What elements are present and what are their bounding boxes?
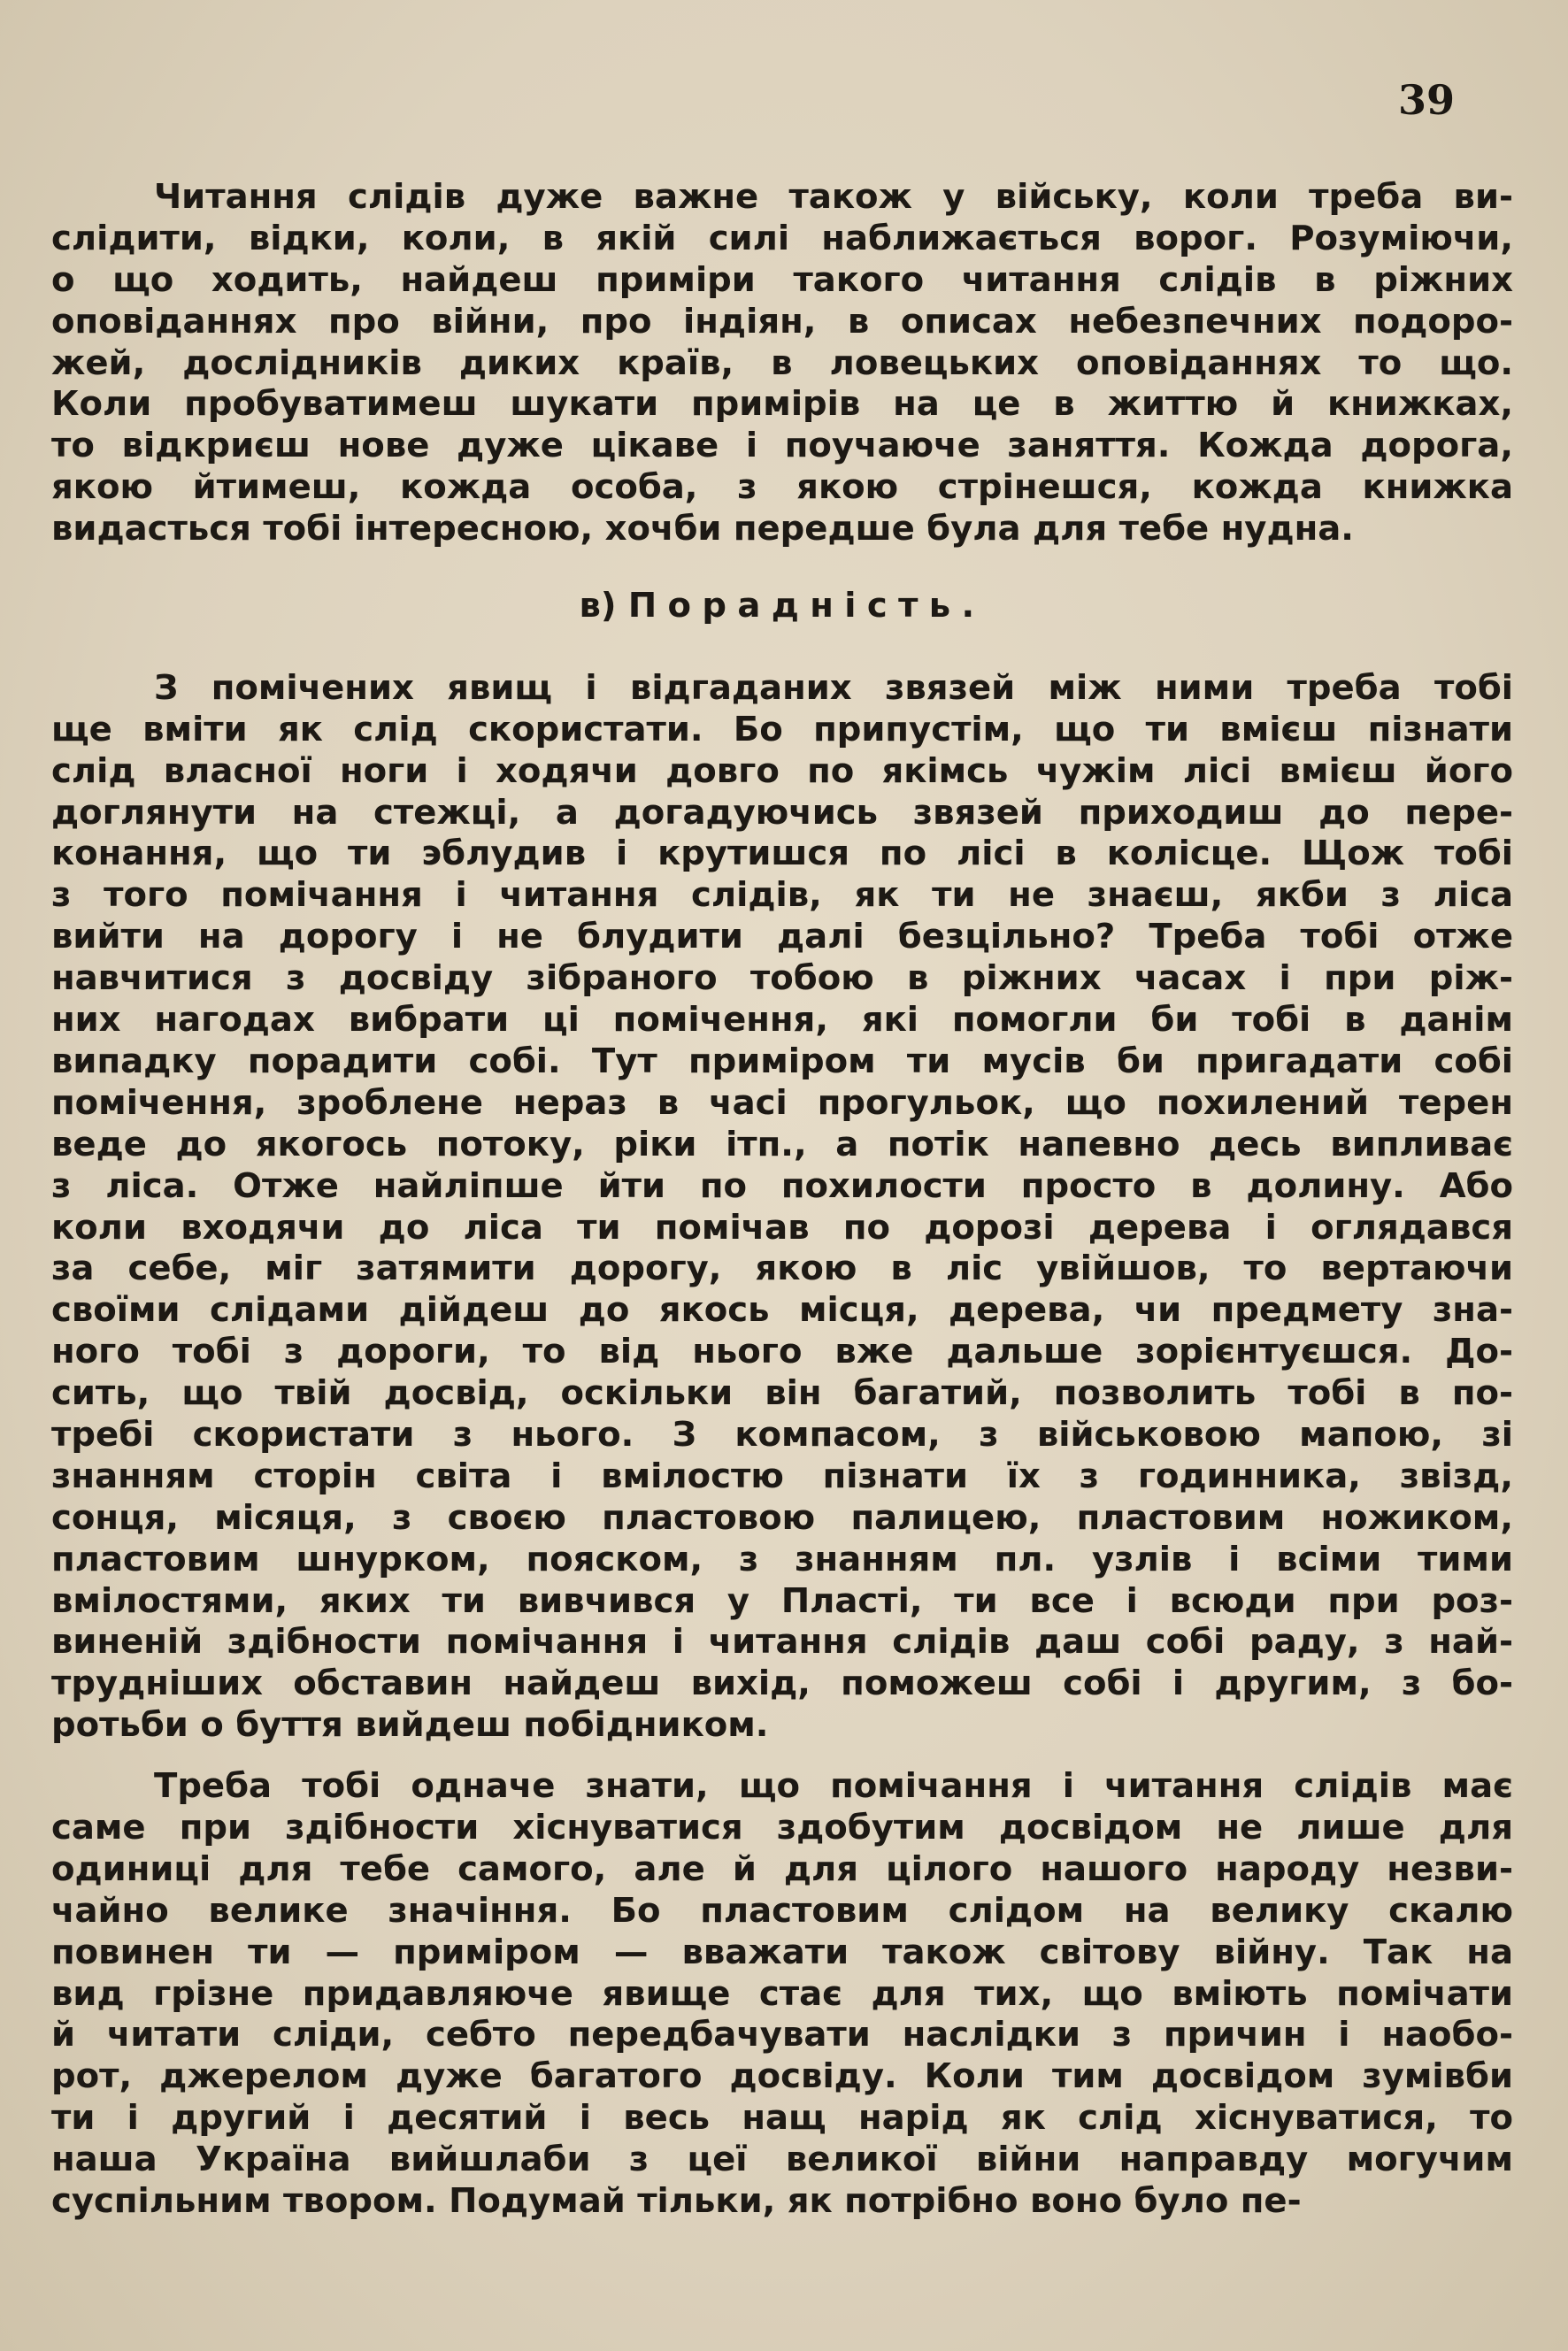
text-line: вид грізне придавляюче явище стає для тих, що вміють помічати xyxy=(51,1973,1513,2014)
text-line: наша Україна вийшлаби з цеї великої війни направду могучим xyxy=(51,2140,1513,2180)
text-line: требі скористати з нього. З компасом, з військовою мапою, зі xyxy=(51,1414,1513,1455)
text-line: трудніших обставин найдеш вихід, поможеш собі і другим, з бо- xyxy=(51,1663,1513,1704)
text-line: одиниці для тебе самого, але й для цілого нашого народу незви- xyxy=(51,1848,1513,1889)
text-line: ного тобі з дороги, то від нього вже дальше зорієнтуєшся. До- xyxy=(51,1332,1513,1372)
text-line: вмілостями, яких ти вивчився у Пласті, ти все і всюди при роз- xyxy=(51,1580,1513,1621)
text-line: сонця, місяця, з своєю пластовою палицею, пластовим ножиком, xyxy=(51,1497,1513,1538)
text-line: чайно велике значіння. Бо пластовим слідом на велику скалю xyxy=(51,1890,1513,1931)
text-line: слід власної ноги і ходячи довго по якімсь чужім лісі вмієш його xyxy=(51,750,1513,791)
section-heading xyxy=(51,586,1513,627)
text-line: видасться тобі інтересною, хочби передше була для тебе нудна. xyxy=(51,509,1354,549)
text-line: веде до якогось потоку, ріки ітп., а потік напевно десь випливає xyxy=(51,1124,1513,1164)
text-line: саме при здібности хіснуватися здобутим досвідом не лише для xyxy=(51,1807,1513,1848)
text-line: знанням сторін світа і вмілостю пізнати їх з годинника, звізд, xyxy=(51,1456,1513,1496)
text-line: Треба тобі одначе знати, що помічання і читання слідів має xyxy=(154,1766,1513,1807)
section-heading-prefix: в) xyxy=(579,586,617,626)
text-line: о що ходить, найдеш приміри такого читання слідів в ріжних xyxy=(51,259,1513,300)
text-line: якою йтимеш, кожда особа, з якою стрінешся, кожда книжка xyxy=(51,467,1513,508)
text-line: конання, що ти эблудив і крутишся по лісі в колісце. Щож тобі xyxy=(51,834,1513,874)
text-line: пластовим шнурком, пояском, з знанням пл. узлів і всіми тими xyxy=(51,1539,1513,1579)
paragraph-significance xyxy=(51,1766,1513,2223)
text-line: випадку порадити собі. Тут приміром ти мусів би пригадати собі xyxy=(51,1041,1513,1081)
text-line: Коли пробуватимеш шукати примірів на це в життю й книжках, xyxy=(51,384,1513,425)
text-line: коли входячи до ліса ти помічав по дорозі дерева і оглядався xyxy=(51,1207,1513,1248)
text-line: вийти на дорогу і не блудити далі безцільно? Треба тобі отже xyxy=(51,917,1513,957)
text-line: з ліса. Отже найліпше йти по похилости просто в долину. Або xyxy=(51,1165,1513,1206)
text-line: ти і другий і десятий і весь нащ нарід як слід хіснуватися, то xyxy=(51,2098,1513,2139)
text-line: доглянути на стежці, а догадуючись звязей приходиш до пере- xyxy=(51,792,1513,833)
paragraph-resourcefulness xyxy=(51,668,1513,1747)
paragraph-gap xyxy=(51,1747,1513,1766)
text-line: повинен ти — приміром — вважати також світову війну. Так на xyxy=(51,1932,1513,1972)
text-line: ротьби о буття вийдеш побідником. xyxy=(51,1705,769,1746)
text-line: З помічених явищ і відгаданих звязей між ними треба тобі xyxy=(154,667,1513,708)
text-line: слідити, відки, коли, в якій силі наближається ворог. Розуміючи, xyxy=(51,218,1513,258)
text-line: своїми слідами дійдеш до якось місця, дерева, чи предмету зна- xyxy=(51,1290,1513,1331)
page-number: 39 xyxy=(1397,76,1455,124)
text-line: й читати сліди, себто передбачувати наслідки з причин і наобо- xyxy=(51,2015,1513,2055)
section-heading-title: Порадність. xyxy=(627,586,986,626)
text-line: ще вміти як слід скористати. Бо припустім, що ти вмієш пізнати xyxy=(51,709,1513,749)
text-line: них нагодах вибрати ці помічення, які помогли би тобі в данім xyxy=(51,1000,1513,1041)
text-line: навчитися з досвіду зібраного тобою в ріжних часах і при ріж- xyxy=(51,958,1513,999)
text-line: то відкриєш нове дуже цікаве і поучаюче заняття. Кожда дорога, xyxy=(51,426,1513,466)
text-line: з того помічання і читання слідів, як ти не знаєш, якби з ліса xyxy=(51,875,1513,916)
text-line: помічення, зроблене нераз в часі прогульок, що похилений терен xyxy=(51,1082,1513,1123)
body-text xyxy=(51,177,1513,2223)
text-line: сить, що твій досвід, оскільки він багатий, позволить тобі в по- xyxy=(51,1373,1513,1414)
text-line: суспільним твором. Подумай тільки, як потрібно воно було пе- xyxy=(51,2180,1302,2221)
paragraph-reading-tracks xyxy=(51,177,1513,550)
text-line: жей, дослідників диких країв, в ловецьких оповіданнях то що. xyxy=(51,342,1513,383)
text-line: оповіданнях про війни, про індіян, в описах небезпечних подоро- xyxy=(51,301,1513,342)
text-line: Читання слідів дуже важне також у війську, коли треба ви- xyxy=(154,177,1513,217)
text-line: за себе, міг затямити дорогу, якою в ліс увійшов, то вертаючи xyxy=(51,1248,1513,1289)
text-line: рот, джерелом дуже багатого досвіду. Коли тим досвідом зумівби xyxy=(51,2056,1513,2097)
text-line: виненій здібности помічання і читання слідів даш собі раду, з най- xyxy=(51,1622,1513,1663)
